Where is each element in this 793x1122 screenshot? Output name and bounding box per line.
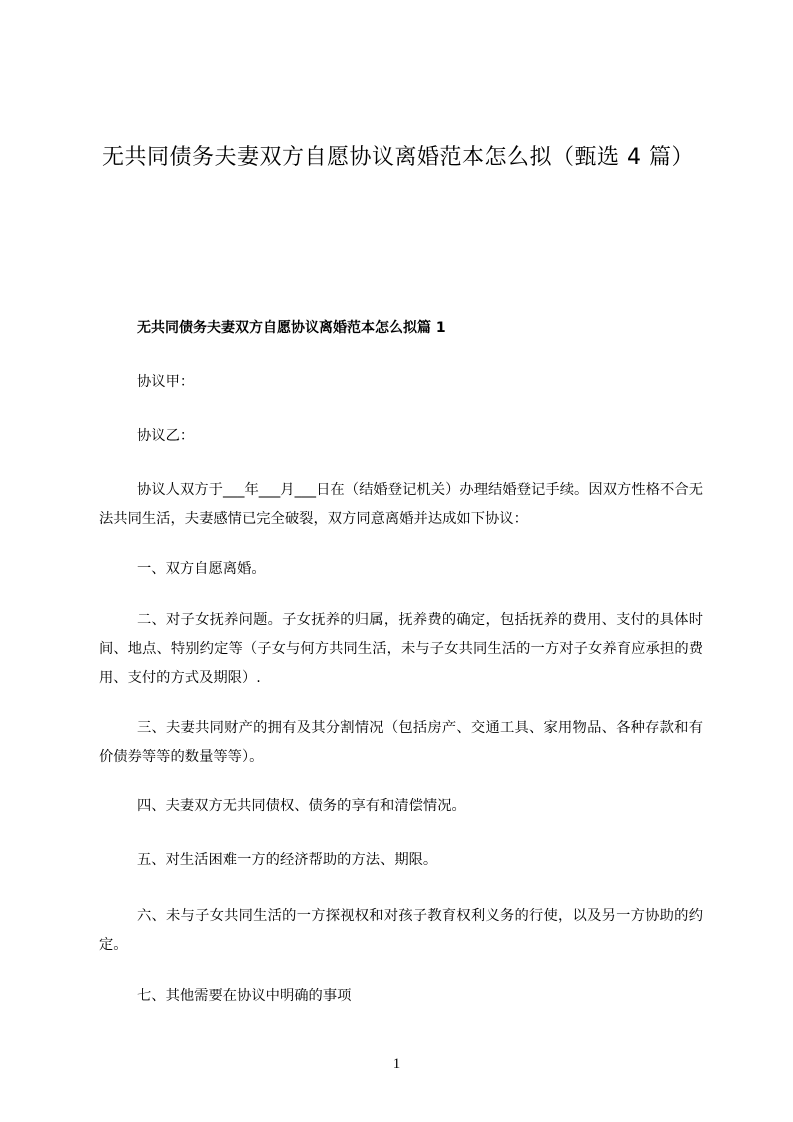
party-b-label: 协议乙： bbox=[137, 428, 195, 444]
page-number: 1 bbox=[392, 1056, 401, 1072]
clause-3: 三、夫妻共同财产的拥有及其分割情况（包括房产、交通工具、家用物品、各种存款和有价债券等等的数量等等）。 bbox=[99, 720, 703, 765]
clause-7: 七、其他需要在协议中明确的事项 bbox=[137, 988, 352, 1004]
intro-paragraph: 协议人双方于___年___月___日在（结婚登记机关）办理结婚登记手续。因双方性格不合无法共同生活，夫妻感情已完全破裂，双方同意离婚并达成如下协议： bbox=[99, 482, 703, 527]
document-title: 无共同债务夫妻双方自愿协议离婚范本怎么拟（甄选 4 篇） bbox=[102, 145, 694, 170]
clause-2: 二、对子女抚养问题。子女抚养的归属，抚养费的确定，包括抚养的费用、支付的具体时间、地点、特别约定等（子女与何方共同生活，未与子女共同生活的一方对子女养育应承担的费用、支付的方式及期限）. bbox=[99, 612, 703, 686]
party-a-label: 协议甲： bbox=[137, 374, 195, 390]
clause-6: 六、未与子女共同生活的一方探视权和对孩子教育权利义务的行使，以及另一方协助的约定。 bbox=[99, 908, 703, 953]
clause-5: 五、对生活困难一方的经济帮助的方法、期限。 bbox=[137, 852, 438, 868]
section-heading: 无共同债务夫妻双方自愿协议离婚范本怎么拟篇 1 bbox=[137, 320, 446, 336]
clause-4: 四、夫妻双方无共同债权、债务的享有和清偿情况。 bbox=[137, 798, 466, 814]
clause-1: 一、双方自愿离婚。 bbox=[137, 561, 266, 577]
